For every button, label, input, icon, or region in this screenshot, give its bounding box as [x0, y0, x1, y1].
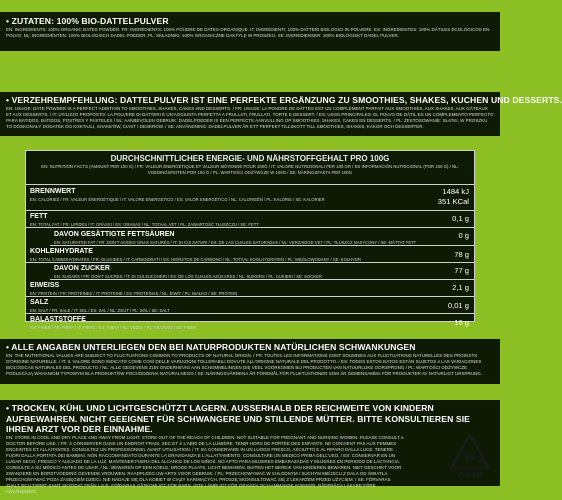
row-label: SALZ [30, 299, 49, 306]
row-value: 16 g [454, 318, 469, 327]
recycling-symbol [448, 432, 492, 482]
row-label: DAVON GESÄTTIGTE FETTSÄUREN [54, 231, 175, 238]
natural-variation-title: • ALLE ANGABEN UNTERLIEGEN DEN BEI NATURPRODUKTEN NATÜRLICHEN SCHWANKUNGEN [6, 342, 416, 352]
row-value: 0 g [458, 231, 469, 240]
row-value: 0,01 g [447, 301, 469, 310]
row-translations: EN: SATURATED FAT / FR: DON'T ACIDES GRAS SATURÉS / IT: DI CUI SATURI / ES: DE LAS CUALES SATURADAS / NL: VERZADIGD VET / PL: TŁUSZCZ NASYCONY / SE: MÄTTAT FETT [54, 239, 417, 245]
usage-section [0, 92, 562, 136]
row-label: FETT [30, 213, 48, 220]
nutrition-row-protein [26, 280, 474, 297]
natural-variation-translations: EN: THE NUTRITIONAL VALUES ARE SUBJECT TO FLUCTUATIONS COMMON TO PRODUCTS OF NATURAL ORIGIN. / FR: TOUTES LES INFORMATIONS SONT SOUMISES AUX FLUCTUATIONS NATURELLES DES PRODUITS D'ORIGINE NATURELLE. / IT: IL VALORE SONO INDICATO COME COSÌ DELLE VARIAZIONI TOLLERABILI DOVUTE ALL'ORIGINE NATURALE DEL PRODOTTO. / ES: TODOS ESTOS DATOS ESTÁN SUJETOS A LAS VARIACIONES BIOLÓGICAS NATURALES DEL PRODUCTO / NL: ALLE GEGEVENS ZIJN ONDERHEVIG AAN SCHOMMELINGEN DIE VEEL VOORKOMEN BIJ PRODUCTEN VAN NATUURLIJKE OORSPRONG / PL: WARTOŚCI ODŻYWCZE PODLEGAJĄ WAHANIOM TYPOWYM DLA PRODUKTÓW POCHODZENIA NATURALNEGO / SE: NÄRINGSVÄRDENA ÄR FÖREMÅL FÖR FLUKTUATIONER SOM ÄR GEMENSAMMA FÖR PRODUKTER AV NATURLIGT URSPRUNG. [6, 353, 482, 376]
recycle-triangle-icon [448, 432, 492, 482]
natural-variation-section [0, 339, 500, 384]
recycle-code: 84 [464, 453, 476, 464]
nutrition-row-energy [26, 185, 474, 211]
nutrition-row-fiber [26, 314, 474, 331]
ingredients-title: • ZUTATEN: 100% BIO-DATTELPULVER [6, 16, 169, 26]
row-value-kcal: 351 KCal [437, 197, 469, 206]
nutrition-header [26, 151, 474, 185]
ingredients-translations: EN: INGREDIENTS: 100% ORGANIC DATES POWDER. FR: INGRÉDIENTS: 100% POUDRE DE DATES ORGANIQUE. IT: INGREDIENTI: 100% DATTERI BIOLOGICI IN POLVERE. ES: INGREDIENTES: 100% DÁTILES ECOLÓGICOS EN POLVO. NL: INGREDIËNTEN: 100% BIOLOGISCH DADEL POEDER. PL: SKŁADNIKI: 100% ORGANICZNE DAKTYLE W PROSZKU. SE: INGREDIENSER: 100% BIOLOGISKT DADEL PULVER. [6, 27, 490, 38]
row-translations: EN: PROTEIN / FR: PROTÉINES / IT: PROTEINE / ES: PROTEÍNAS / NL: EIWIT / PL: BIAŁKO / SE: PROTEIN [30, 290, 238, 296]
row-label: DAVON ZUCKER [54, 265, 110, 272]
nutrition-row-saturated-fat [50, 228, 474, 246]
row-translations: EN: FIBER / FR: FIBRA / IT: FIBRE / ES: FIBRA / NL: VEZEL / PL: WŁÓKNO / SE: FIBER [30, 324, 197, 330]
row-value: 2,1 g [452, 283, 469, 292]
storage-section [0, 400, 500, 494]
nutrition-row-carbohydrates [26, 246, 474, 263]
row-translations: EN: CALORIES / FR: VALEUR ÉNERGÉTIQUE / IT: VALORE ENERGETICO / ES: VALOR ENERGÉTICO / NL: CALORIEËN / PL: KALORIE / SE: KALORIER [30, 196, 325, 202]
row-translations: EN: TOTAL CARBOHYDRATES / FR: GLUCIDES / IT: CARBOIDRATI / ES: HIDRATOS DE CARBONO / NL: TOTAAL KOOLHYDRATEN / PL: WĘGLOWODANY / SE: KOLHYDR [30, 256, 362, 262]
row-translations: EN: SALT / FR: SALE / IT: SEL / ES: SAL / NL: ZOUT / PL: SÓL / SE: SALT [30, 307, 170, 313]
row-translations: EN: TOTAL FAT / FR: LIPIDES / IT: GRASSI / ES: GRASAS / NL: TOTAAL VET / PL: ZAWARTOŚĆ TŁUSZCZU / SE: FETT [30, 221, 259, 227]
usage-translations: EN: USAGE: DATE POWDER IS A PERFECT ADDITION TO SMOOTHIES, SHAKES, CAKES AND DESSERTS. / FR: USAGE: LA POUDRE DE DATTES EST UN COMPLÉMENT PARFAIT AUX SMOOTHIES, AUX SHAKES, AUX GÂTEAUX ET AUX DESSERTS. / IT: UTILIZZO PROPOSTO: LA POLVERE DI DATTERI È UN'AGGIUNTA PERFETTA A FRULLATI, FRULLATI, TORTE E DESSERT. / ES: USOS PRINCIPALES: EL POLVO DE DÁTIL ES UN COMPLEMENTO PERFECTO PARA BATIDOS, BATIDOS, POSTRES Y PASTELES / NL: AANBEVOLEN GEBRUIK: DADELPOEDER IS EEN PERFECTE AANVULLING OP SMOOTHIES, SHAKES, CAKES EN DESSERTS. / PL: ZESTOSOWANIE: SŁATKI, W PROSZKU TO DOSKONAŁY DODATEK DO KOKTAJLI, SHAKE'ÓW, CIAST I DESERÓW. / SE: ANVÄNDNING: DADELPULVER ÄR ETT PERFEKT TILLSKOTT TILL SMOOTHIES, SHAKES, KAKOR OCH DESSERTER. [6, 106, 494, 129]
nutrition-table [25, 150, 475, 330]
row-value: 78 g [454, 250, 469, 259]
row-value: 77 g [454, 266, 469, 275]
usage-title: • VERZEHREMPFEHLUNG: DATTELPULVER IST EINE PERFEKTE ERGÄNZUNG ZU SMOOTHIES, SHAKES, KUCHEN UND DESSERTS. [6, 95, 562, 105]
nutrition-translations: EN: NUTRITION FACTS (AMOUNT PER 100 G) / FR: VALEUR ÉNERGÉTIQUE ET VALEUR MOYENNE POUR 100G / IT: VALORE NUTRIZIONALI PER 100 GR / ES INFORMACIÓN NUTRICIONAL (POR 100 G) / NL: VOEDINGSFEITEN POR 100 G / PL: WARTOŚCI ODŻYWCZE W 100G / SE: NÄRINGSFAKTA PER 100G [41, 164, 459, 175]
storage-translations: EN: STORE IN COOL AND DRY PLACE AND AWAY FROM LIGHT. STORE OUT OF THE REACH OF CHILDREN. NOT SUITABLE FOR PREGNANT AND NURSING WOMEN. PLEASE CONSULT A DOCTOR BEFORE USE. / FR: À CONSERVER DANS UN ENDROIT FRAIS, SEC ET À L'ABRI DE LA LUMIÈRE. TENIR HORS DE PORTÉE DES ENFANTS. NE CONVIENT PAS AUX FEMMES ENCEINTES ET ALLAITANTES. CONSULTEZ UN PROFESSIONNEL AVANT UTILISATION. / IT: DA CONSERVARE IN UN LUOGO FRESCO, ASCIUTTO E AL RIPARO DALLA LUCE. TENERE FUORI DALLA PORTATA DEI BAMBINI. NON RACCOMANDATO DURANTE LA GRAVIDANZA E L'ALLATTAMENTO. CONSULTARE UN MEDICO PRIMA DELL'USO. / ES: CONSERVAR EN UN LUGAR SECO, FRESCO Y ALEJADO DE LA LUZ. MANTENER FUERA DEL ALCANCE DE LOS NIÑOS. NO APTO PARA MUJERES EMBARAZADAS Y MUJERES EN PERIODO DE LACTANCIA. CONSULTE A SU MÉDICO ANTES DE USAR. / NL: BEWAREN OP EEN KOELE, DROGE PLAATS, LICHT BEWAREN. BUITEN HET BEREIK VAN KINDEREN BEWAREN. NIET GESCHIKT VOOR ZWANGERE EN BORSTVOEDING GEVENDE VROUWEN. RAADPLEEG UW ARTS VOOR GEBRUIK. / PL: PRZECHOWYWAĆ W CHŁODNYM I SUCHYM MIEJSCU Z DALA OD ŚWIATŁA. PRZECHOWYWAĆ POZA ZASIĘGIEM DZIECI. NIE NADAJE SIĘ DLA KOBIET W CIĄŻY KARMIĄCYCH. PROSZĘ SKONSULTOWAĆ SIĘ Z LEKARZEM PRZED UŻYCIEM. / SE: FÖRVARAS SVALT OCH TORRT SAMT SKYDDAT FRÅN LJUS. FÖRVARAS OÅTKOMLIGT FÖR BARN. INTE LÄMPLIGT FÖR GRAVIDA OCH AMMANDE KVINNOR. RÅDFRÅGA LÄKARE FÖRE ANVÄNDNING. [6, 434, 404, 494]
recycle-label: C/PAP [458, 471, 482, 480]
nutrition-row-sugars [50, 263, 474, 280]
row-label: BRENNWERT [30, 188, 76, 195]
nutrition-row-fat [26, 211, 474, 228]
row-translations: EN: SUGARS / FR: DON'T SUCRES / IT: DI CUI ZUCCHERI / ES: DE LOS CUALES AZÚCARES / NL: SUIKERS / PL: CUKIERI / SE: SOCKER [54, 273, 322, 279]
row-value: 0,1 g [452, 214, 469, 223]
row-value: 1484 kJ [442, 187, 469, 196]
ingredients-section [0, 12, 500, 51]
nutrition-row-salt [26, 297, 474, 314]
row-label: KOHLENHYDRATE [30, 248, 93, 255]
nutrition-title: DURCHSCHNITTLICHER ENERGIE- UND NÄHRSTOFFGEHALT PRO 100G [110, 154, 390, 163]
row-label: EIWEISS [30, 282, 60, 289]
storage-title: • TROCKEN, KÜHL UND LICHTGESCHÜTZT LAGERN. AUSSERHALB DER REICHWEITE VON KINDERN AUFBEWAHREN. NICHT GEEIGNET FÜR SCHWANGERE UND STILLENDE MÜTTER. BITTE KONSULTIEREN SIE IHREN ARZT VOR DER EINNAHME. [6, 403, 471, 434]
row-label: BALASTSTOFFE [30, 316, 86, 323]
